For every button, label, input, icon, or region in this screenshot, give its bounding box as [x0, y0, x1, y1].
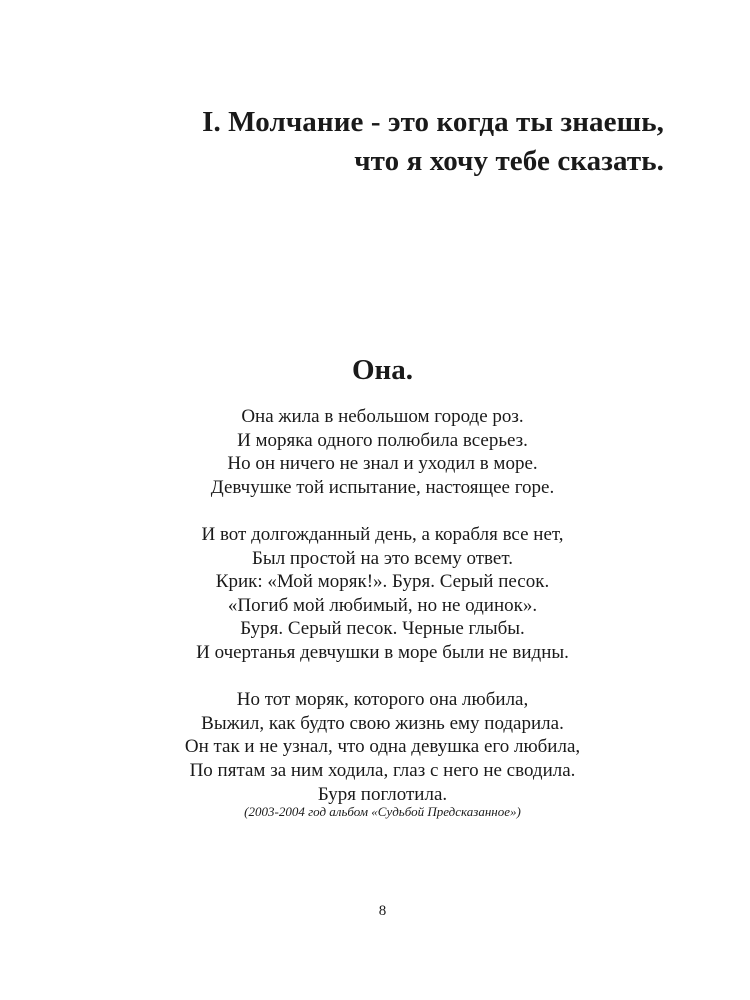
poem-title: Она.: [351, 354, 414, 386]
poem-line: Буря поглотила.: [317, 783, 448, 805]
poem-line: Девчушке той испытание, настоящее горе.: [210, 476, 555, 498]
poem-line: Он так и не узнал, что одна девушка его любила,: [184, 736, 581, 758]
poem-line: И вот долгожданный день, а корабля все нет,: [201, 523, 564, 545]
poem-line: Она жила в небольшом городе роз.: [241, 406, 524, 427]
poem-line: Но он ничего не знал и уходил в море.: [227, 453, 538, 475]
poem-line: Выжил, как будто свою жизнь ему подарила.: [201, 712, 564, 734]
chapter-title: [202, 103, 664, 181]
page-number: 8: [378, 903, 387, 919]
poem-line: Буря. Серый песок. Черные глыбы.: [240, 618, 525, 640]
poem-line: И очертанья девчушки в море были не видны.: [196, 641, 569, 663]
poem-line: Крик: «Мой моряк!». Буря. Серый песок.: [215, 571, 550, 593]
poem-line: Но тот моряк, которого она любила,: [236, 689, 529, 711]
chapter-title-line-1: I. Молчание - это когда ты знаешь,: [202, 106, 664, 138]
poem-line: И моряка одного полюбила всерьез.: [237, 429, 528, 451]
poem-line: По пятам за ним ходила, глаз с него не сводила.: [189, 759, 576, 781]
stanza-3: [0, 688, 750, 806]
stanza-1: [0, 405, 750, 499]
poem-body: [0, 405, 750, 806]
source-note: (2003-2004 год альбом «Судьбой Предсказанное»): [244, 804, 521, 819]
stanza-2: [0, 523, 750, 665]
chapter-title-line-2: что я хочу тебе сказать.: [354, 145, 664, 177]
poem-line: «Погиб мой любимый, но не одинок».: [227, 594, 538, 616]
poem-line: Был простой на это всему ответ.: [252, 547, 513, 569]
